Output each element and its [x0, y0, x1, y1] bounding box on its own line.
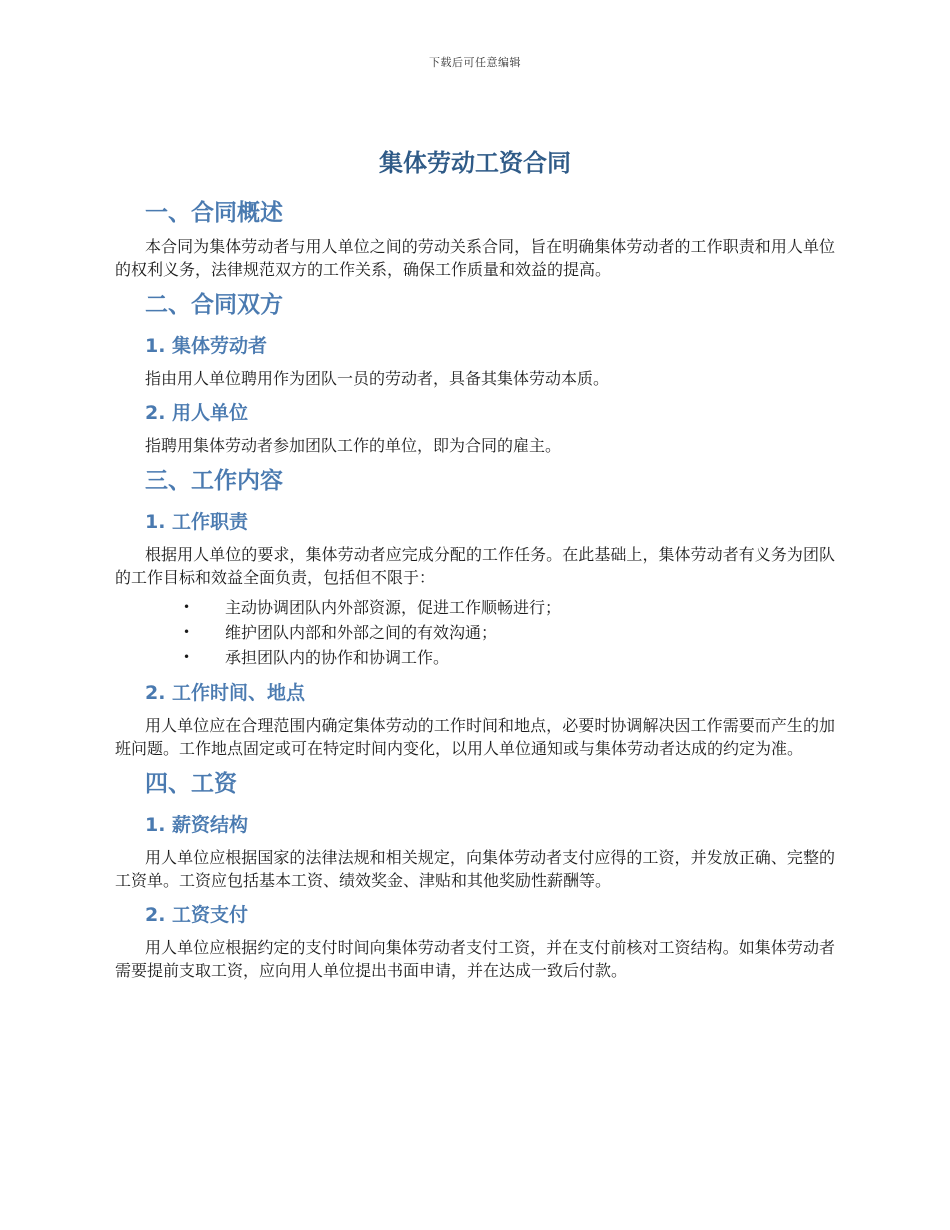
subsection-paragraph-time-location: 用人单位应在合理范围内确定集体劳动的工作时间和地点，必要时协调解决因工作需要而产生的加班问题。工作地点固定或可在特定时间内变化，以用人单位通知或与集体劳动者达成的约定为准。	[115, 716, 835, 758]
subsection-heading-employer: 2. 用人单位	[145, 402, 249, 424]
list-item-text: 承担团队内的协作和协调工作。	[225, 648, 450, 667]
subsection-heading-duties: 1. 工作职责	[145, 511, 249, 533]
section-heading-parties: 二、合同双方	[145, 292, 283, 318]
document-body	[115, 143, 835, 988]
duties-bullet-list	[115, 595, 835, 670]
bullet-icon: •	[183, 625, 191, 639]
section-heading-overview: 一、合同概述	[145, 200, 283, 226]
subsection-heading-salary-structure: 1. 薪资结构	[145, 814, 249, 836]
subsection-paragraph-employer: 指聘用集体劳动者参加团队工作的单位，即为合同的雇主。	[145, 436, 562, 455]
subsection-paragraph-wage-payment: 用人单位应根据约定的支付时间向集体劳动者支付工资，并在支付前核对工资结构。如集体劳动者需要提前支取工资，应向用人单位提出书面申请，并在达成一致后付款。	[115, 938, 835, 980]
subsection-paragraph-salary-structure: 用人单位应根据国家的法律法规和相关规定，向集体劳动者支付应得的工资，并发放正确、完整的工资单。工资应包括基本工资、绩效奖金、津贴和其他奖励性薪酬等。	[115, 848, 835, 890]
header-note: 下载后可任意编辑	[429, 56, 521, 69]
subsection-paragraph-duties: 根据用人单位的要求，集体劳动者应完成分配的工作任务。在此基础上，集体劳动者有义务为团队的工作目标和效益全面负责，包括但不限于：	[115, 545, 835, 587]
subsection-heading-time-location: 2. 工作时间、地点	[145, 682, 306, 704]
subsection-heading-wage-payment: 2. 工资支付	[145, 904, 249, 926]
list-item-text: 维护团队内部和外部之间的有效沟通；	[225, 623, 498, 642]
bullet-icon: •	[183, 600, 191, 614]
subsection-heading-workers: 1. 集体劳动者	[145, 335, 268, 357]
section-heading-wages: 四、工资	[145, 771, 237, 797]
bullet-icon: •	[183, 650, 191, 664]
section-heading-work-content: 三、工作内容	[145, 468, 283, 494]
list-item	[115, 620, 835, 645]
list-item-text: 主动协调团队内外部资源，促进工作顺畅进行；	[225, 598, 562, 617]
list-item	[115, 645, 835, 670]
section-paragraph-overview: 本合同为集体劳动者与用人单位之间的劳动关系合同，旨在明确集体劳动者的工作职责和用人单位的权利义务，法律规范双方的工作关系，确保工作质量和效益的提高。	[115, 237, 835, 279]
document-title: 集体劳动工资合同	[379, 149, 571, 177]
subsection-paragraph-workers: 指由用人单位聘用作为团队一员的劳动者，具备其集体劳动本质。	[145, 369, 610, 388]
list-item	[115, 595, 835, 620]
